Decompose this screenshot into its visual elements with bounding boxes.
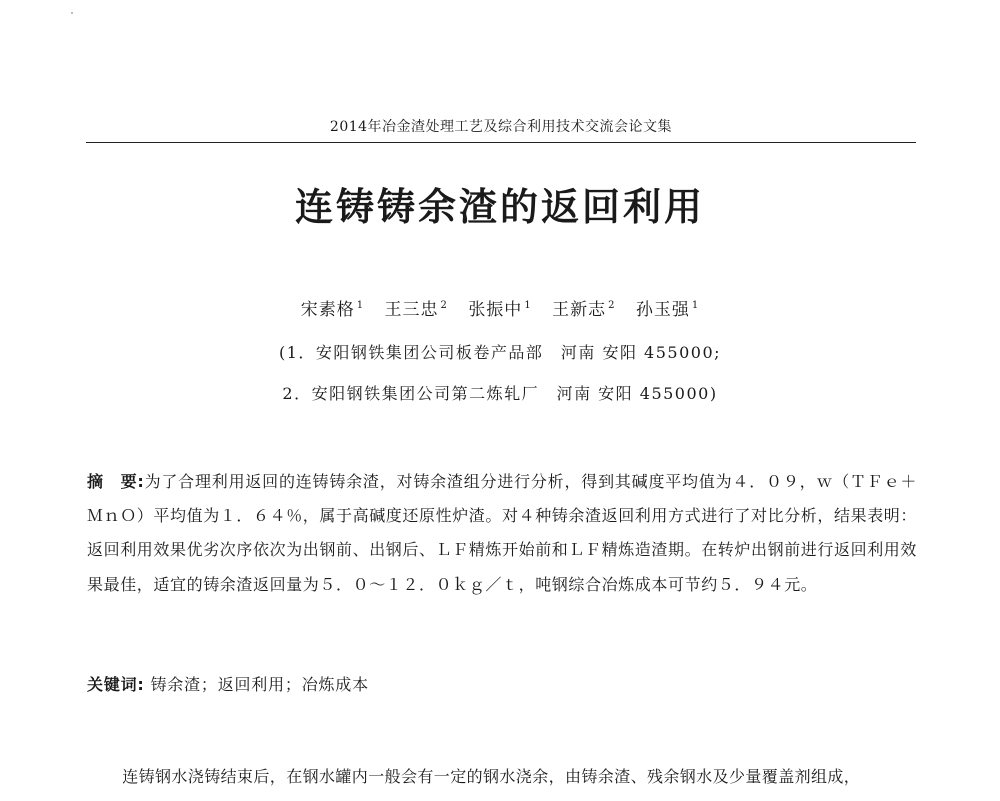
author-name: 孙玉强 — [635, 300, 690, 320]
author — [636, 295, 699, 320]
author-name: 王三忠 — [384, 300, 439, 320]
author — [301, 295, 364, 320]
author-name: 宋素格 — [300, 300, 355, 320]
author-name: 王新志 — [552, 300, 607, 320]
abstract-label: 摘 要: — [87, 472, 145, 491]
author-affil-mark: 1 — [691, 300, 700, 312]
body-paragraph: 连铸钢水浇铸结束后，在钢水罐内一般会有一定的钢水浇余，由铸余渣、残余钢水及少量覆盖剂组成， — [122, 767, 861, 786]
author-affil-mark: 1 — [356, 300, 365, 312]
author — [385, 295, 448, 320]
keywords — [87, 672, 917, 695]
affiliation-1: (1．安阳钢铁集团公司板卷产品部 河南 安阳 455000; — [278, 343, 722, 362]
abstract — [87, 465, 917, 602]
header-rule — [86, 142, 916, 143]
author — [552, 295, 615, 320]
keywords-label: 关键词: — [87, 675, 145, 694]
paper-title: 连铸铸余渣的返回利用 — [294, 185, 705, 229]
scan-speck — [71, 12, 73, 14]
author-name: 张振中 — [468, 300, 523, 320]
author-affil-mark: 2 — [608, 300, 616, 312]
affiliation-2: 2．安阳钢铁集团公司第二炼轧厂 河南 安阳 455000) — [282, 384, 718, 403]
author-affil-mark: 2 — [440, 300, 448, 312]
author-affil-mark: 1 — [524, 300, 532, 312]
running-header: 2014年冶金渣处理工艺及综合利用技术交流会论文集 — [329, 119, 673, 135]
keywords-text: 铸余渣；返回利用；冶炼成本 — [150, 675, 369, 694]
author-list — [0, 295, 1000, 320]
author — [468, 295, 531, 320]
abstract-text: 为了合理利用返回的连铸铸余渣，对铸余渣组分进行分析，得到其碱度平均值为４．０９，ｗ（ＴＦｅ＋ＭｎＯ）平均值为１．６４％，属于高碱度还原性炉渣。对４种铸余渣返回利用方式进行了对比分析，结果表明：返回利用效果优劣次序依次为出钢前、出钢后、ＬＦ精炼开始前和ＬＦ精炼造渣期。在转炉出钢前进行返回利用效果最佳，适宜的铸余渣返回量为５．０～１２．０ｋｇ／ｔ，吨钢综合冶炼成本可节约５．９４元。 — [87, 472, 918, 594]
